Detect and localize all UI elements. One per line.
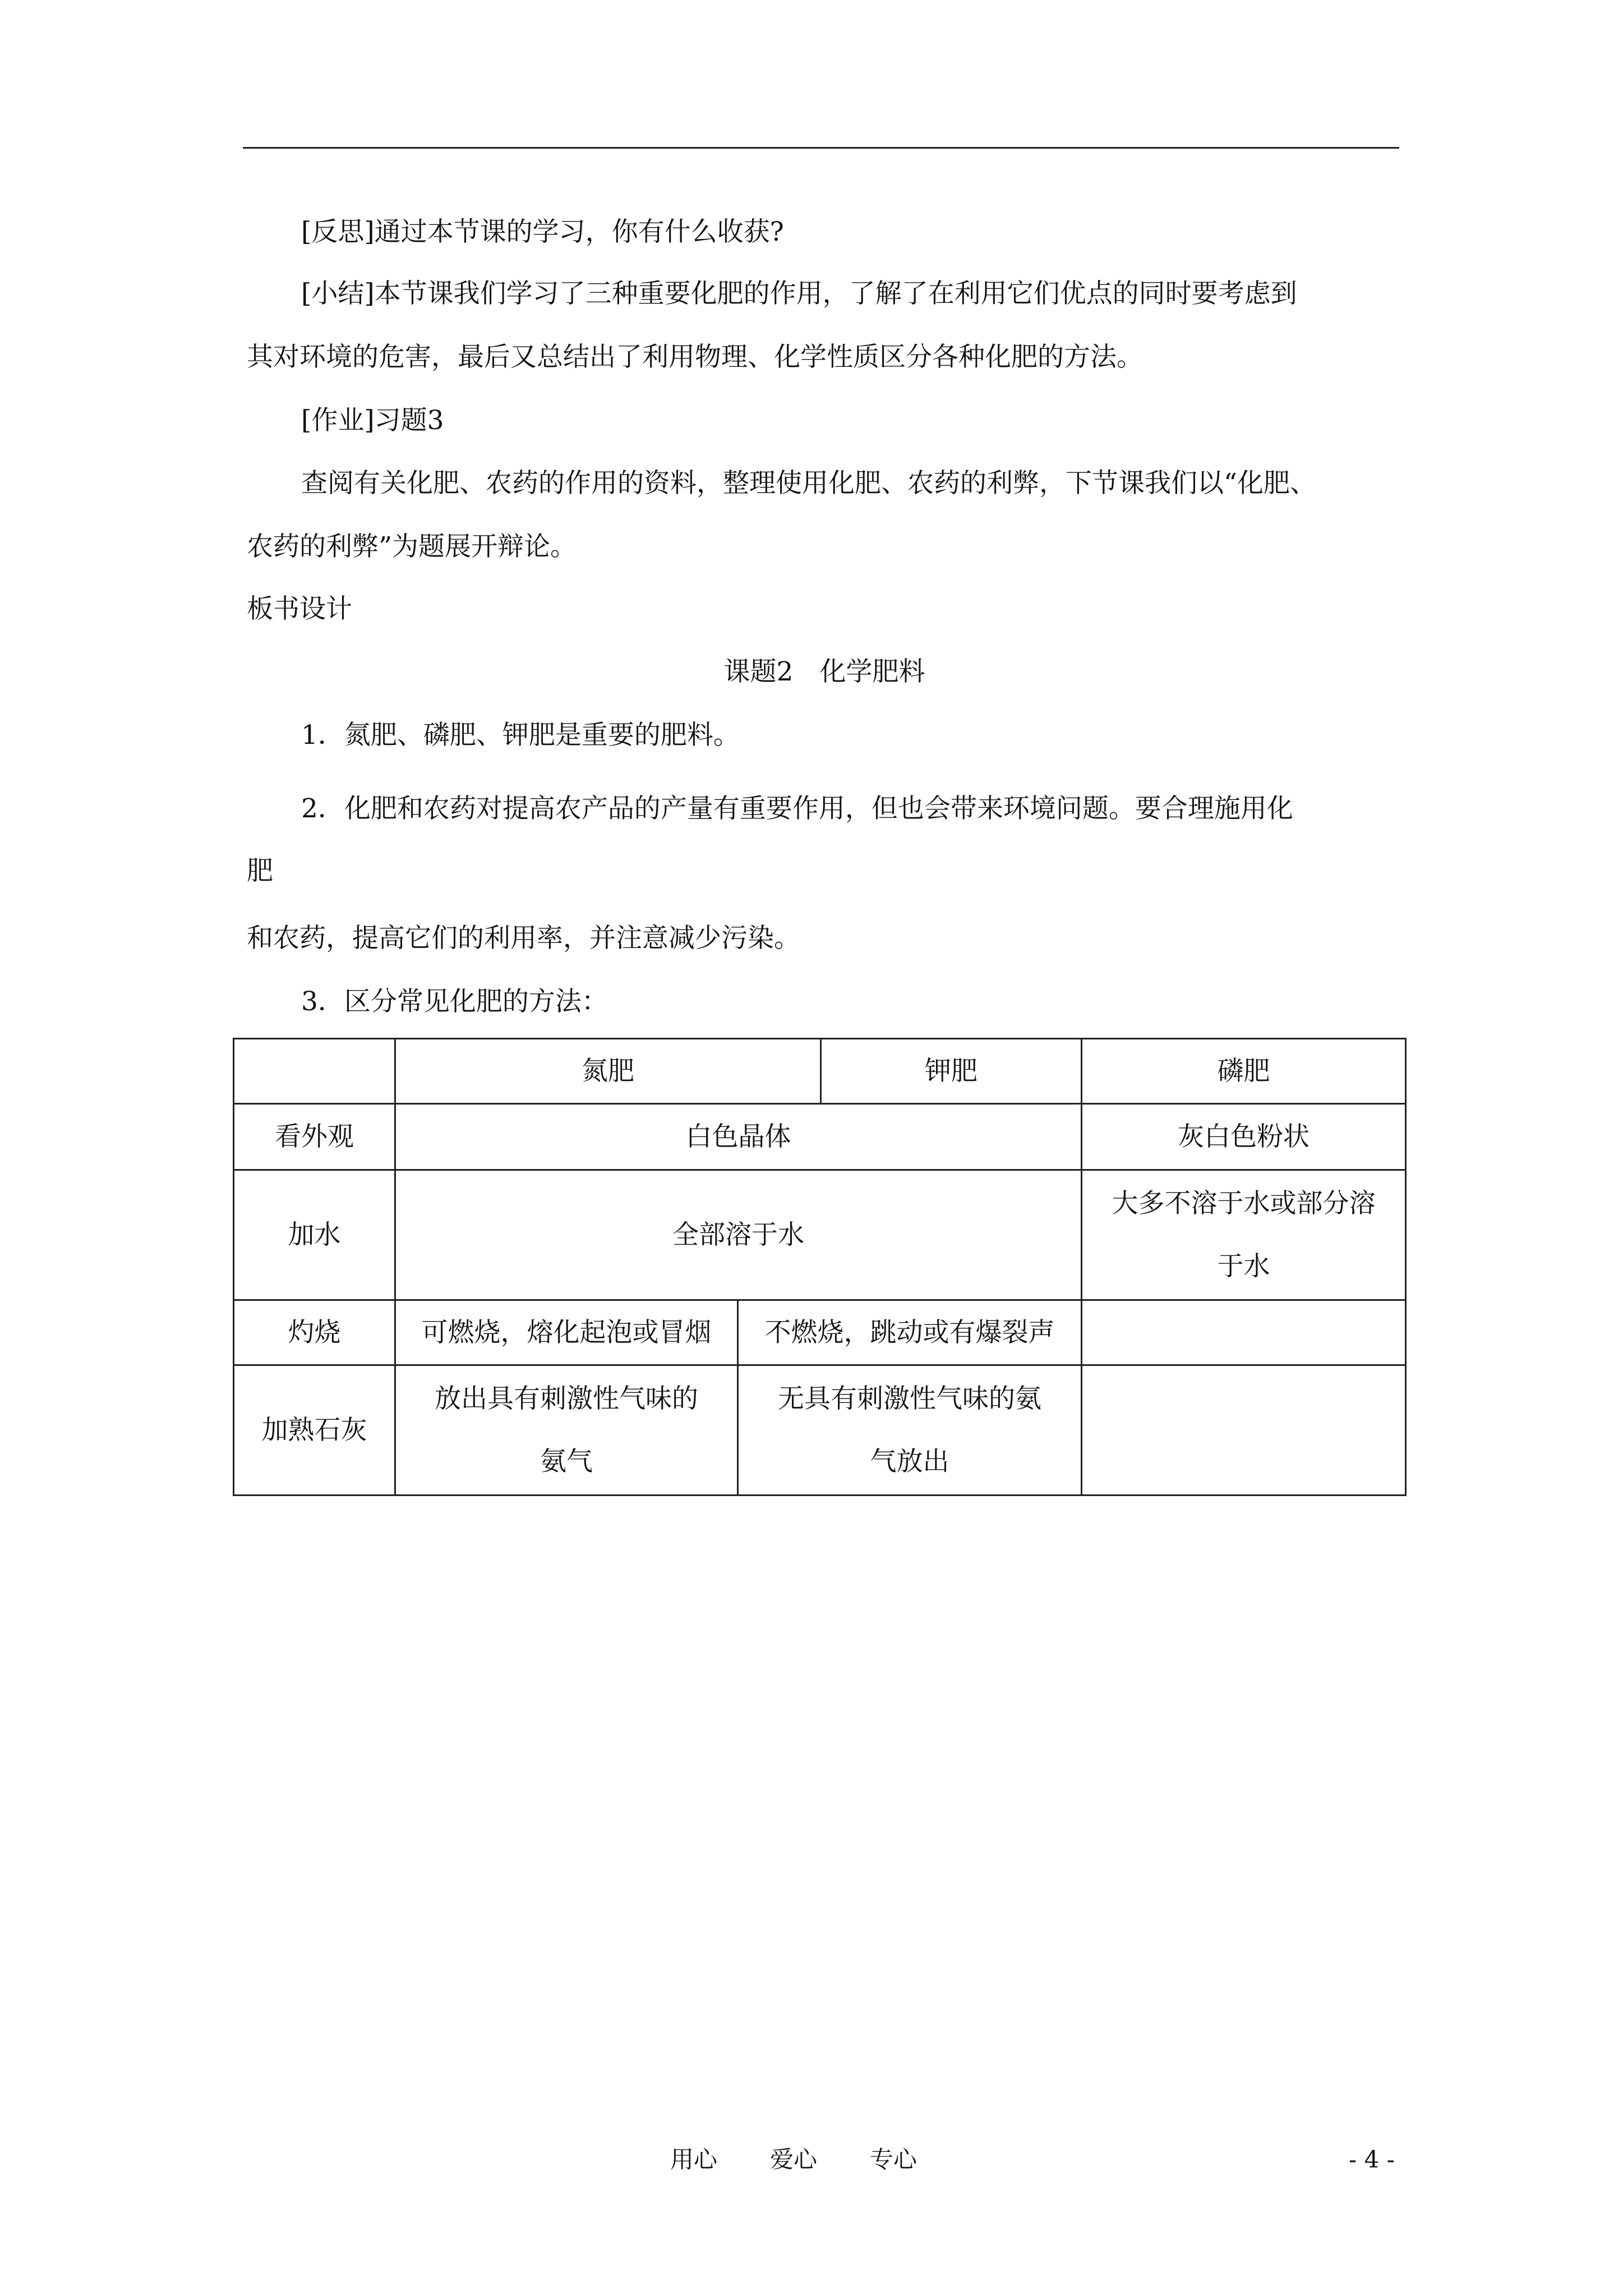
table-cell-line: 于水 [1217,1250,1270,1282]
table-cell-line: 气放出 [870,1446,949,1477]
table-cell-p-water [1082,1170,1406,1300]
table-cell-line: 大多不溶于水或部分溶 [1112,1188,1376,1219]
summary-paragraph-line2: 其对环境的危害，最后又总结出了利用物理、化学性质区分各种化肥的方法。 [247,342,1143,372]
table-cell-k-burn: 不燃烧，跳动或有爆裂声 [738,1300,1082,1365]
table-row-water [234,1170,1406,1300]
reflection-paragraph: [反思]通过本节课的学习，你有什么收获? [301,217,784,247]
table-row-burn [234,1300,1406,1365]
table-row-label: 加熟石灰 [234,1365,395,1496]
table-cell-line: 无具有刺激性气味的氨 [778,1383,1041,1414]
table-cell-p-burn [1082,1300,1406,1365]
table-cell-line: 氨气 [540,1446,593,1477]
table-cell-line: 放出具有刺激性气味的 [435,1383,698,1414]
summary-paragraph-line1: [小结]本节课我们学习了三种重要化肥的作用，了解了在利用它们优点的同时要考虑到 [301,278,1297,309]
table-header-phosphorus: 磷肥 [1082,1039,1406,1104]
point-2-line3: 和农药，提高它们的利用率，并注意减少污染。 [247,923,800,954]
fertilizer-identification-table [233,1038,1407,1496]
table-row-label: 看外观 [234,1104,395,1170]
table-cell-k-lime [738,1365,1082,1496]
table-cell-nk-appearance: 白色晶体 [395,1104,1082,1170]
task-paragraph-line2: 农药的利弊”为题展开辩论。 [247,531,577,562]
table-cell-p-lime [1082,1365,1406,1496]
footer-motto-1: 用心 [670,2146,718,2173]
footer-motto-2: 爱心 [770,2146,818,2173]
point-3: 3．区分常见化肥的方法： [301,986,608,1017]
table-cell-nk-water: 全部溶于水 [395,1170,1082,1300]
table-row-header [234,1039,1406,1104]
table-row-label: 加水 [234,1170,395,1300]
page-number: - 4 - [1349,2146,1395,2173]
table-cell-n-burn: 可燃烧，熔化起泡或冒烟 [395,1300,738,1365]
header-rule [243,147,1399,149]
table-header-potassium: 钾肥 [821,1039,1082,1104]
point-2-line1: 2．化肥和农药对提高农产品的产量有重要作用，但也会带来环境问题。要合理施用化 [301,793,1293,824]
table-row-appearance [234,1104,1406,1170]
table-row-label: 灼烧 [234,1300,395,1365]
point-2-line2: 肥 [247,855,273,886]
table-header-nitrogen: 氮肥 [395,1039,821,1104]
point-1: 1．氮肥、磷肥、钾肥是重要的肥料。 [301,720,740,751]
lesson-title: 课题2 化学肥料 [723,656,925,687]
table-cell-n-lime [395,1365,738,1496]
table-cell-p-appearance: 灰白色粉状 [1082,1104,1406,1170]
task-paragraph-line1: 查阅有关化肥、农药的作用的资料，整理使用化肥、农药的利弊，下节课我们以“化肥、 [301,468,1317,499]
board-design-heading: 板书设计 [247,593,352,624]
table-row-lime [234,1365,1406,1496]
footer-motto-3: 专心 [870,2146,917,2173]
homework-line: [作业]习题3 [301,405,444,436]
table-cell-corner [234,1039,395,1104]
